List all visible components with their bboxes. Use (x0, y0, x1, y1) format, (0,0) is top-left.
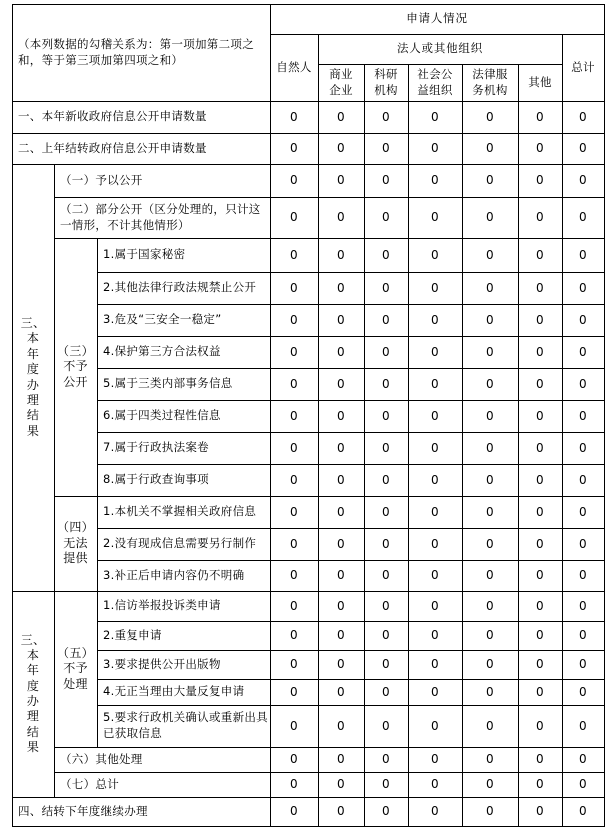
table-cell-value: 0 (431, 777, 439, 792)
row-label: 一、本年新收政府信息公开申请数量 (18, 109, 207, 124)
table-cell-value: 0 (536, 109, 544, 124)
group-3-label: （三） 不予 公开 (57, 343, 94, 389)
table-cell-value: 0 (579, 752, 587, 767)
table-cell-value: 0 (431, 440, 439, 455)
table-cell-value: 0 (382, 173, 390, 188)
table-cell-value: 0 (290, 536, 298, 551)
table-cell-value: 0 (486, 440, 494, 455)
table-cell-value: 0 (290, 568, 298, 583)
table-cell-value: 0 (337, 568, 345, 583)
table-cell-value: 0 (486, 376, 494, 391)
table-cell-value: 0 (486, 472, 494, 487)
table-cell-value: 0 (337, 376, 345, 391)
table-cell-value: 0 (486, 344, 494, 359)
table-cell-value: 0 (486, 504, 494, 519)
row-label: 1.属于国家秘密 (103, 247, 186, 262)
table-cell-value: 0 (337, 109, 345, 124)
column-header-4: 法律服 务机构 (472, 66, 508, 97)
table-cell-value: 0 (290, 408, 298, 423)
table-cell-value: 0 (536, 376, 544, 391)
table-cell-value: 0 (290, 210, 298, 225)
table-cell-value: 0 (337, 718, 345, 733)
table-cell-value: 0 (579, 141, 587, 156)
table-cell-value: 0 (536, 280, 544, 295)
table-cell-value: 0 (382, 247, 390, 262)
table-cell-value: 0 (431, 752, 439, 767)
table-cell-value: 0 (382, 536, 390, 551)
table-cell-value: 0 (431, 312, 439, 327)
group-5-label: （五） 不予 处理 (57, 645, 94, 691)
table-cell-value: 0 (382, 472, 390, 487)
table-cell-value: 0 (290, 628, 298, 643)
table-cell-value: 0 (337, 804, 345, 819)
table-cell-value: 0 (382, 777, 390, 792)
group-4-label: （四） 无法 提供 (57, 520, 94, 566)
table-cell-value: 0 (579, 280, 587, 295)
table-cell-value: 0 (290, 752, 298, 767)
table-cell-value: 0 (337, 777, 345, 792)
table-cell-value: 0 (486, 657, 494, 672)
row-label: （二）部分公开（区分处理的，只计这一情形，不计其他情形） (60, 201, 261, 232)
application-statistics-table (12, 4, 604, 826)
table-cell-value: 0 (431, 344, 439, 359)
table-cell-value: 0 (431, 109, 439, 124)
table-cell-value: 0 (337, 344, 345, 359)
table-cell-value: 0 (382, 280, 390, 295)
table-cell-value: 0 (431, 718, 439, 733)
table-cell-value: 0 (382, 684, 390, 699)
table-cell-value: 0 (579, 504, 587, 519)
row-label: （一）予以公开 (60, 172, 143, 187)
column-header-natural-person: 自然人 (276, 59, 312, 74)
table-cell-value: 0 (337, 440, 345, 455)
table-cell-value: 0 (290, 777, 298, 792)
table-cell-value: 0 (337, 173, 345, 188)
row-label: 8.属于行政查询事项 (103, 472, 209, 487)
table-cell-value: 0 (536, 777, 544, 792)
table-cell-value: 0 (486, 173, 494, 188)
table-cell-value: 0 (486, 408, 494, 423)
table-cell-value: 0 (486, 312, 494, 327)
table-cell-value: 0 (382, 141, 390, 156)
table-cell-value: 0 (486, 210, 494, 225)
table-cell-value: 0 (290, 173, 298, 188)
table-cell-value: 0 (536, 504, 544, 519)
table-cell-value: 0 (290, 657, 298, 672)
row-label: 1.本机关不掌握相关政府信息 (103, 504, 257, 519)
table-cell-value: 0 (486, 752, 494, 767)
table-cell-value: 0 (337, 684, 345, 699)
table-grid-line (604, 4, 605, 827)
table-cell-value: 0 (536, 598, 544, 613)
table-cell-value: 0 (337, 598, 345, 613)
row-label: 2.重复申请 (103, 627, 162, 642)
table-cell-value: 0 (579, 598, 587, 613)
table-cell-value: 0 (431, 376, 439, 391)
table-cell-value: 0 (486, 777, 494, 792)
table-cell-value: 0 (382, 568, 390, 583)
table-cell-value: 0 (290, 109, 298, 124)
table-cell-value: 0 (337, 247, 345, 262)
table-cell-value: 0 (536, 141, 544, 156)
table-cell-value: 0 (486, 280, 494, 295)
table-cell-value: 0 (431, 210, 439, 225)
row-label: 3.危及“三安全一稳定” (103, 312, 222, 327)
table-cell-value: 0 (579, 312, 587, 327)
row-label: 4.无正当理由大量反复申请 (103, 684, 245, 699)
table-cell-value: 0 (579, 109, 587, 124)
table-cell-value: 0 (382, 408, 390, 423)
table-cell-value: 0 (431, 657, 439, 672)
column-header-2: 科研 机构 (374, 66, 398, 97)
table-cell-value: 0 (431, 408, 439, 423)
table-cell-value: 0 (536, 440, 544, 455)
table-cell-value: 0 (579, 472, 587, 487)
table-cell-value: 0 (486, 718, 494, 733)
row-label: 5.要求行政机关确认或重新出具已获取信息 (103, 710, 268, 740)
table-cell-value: 0 (290, 804, 298, 819)
table-note: （本列数据的勾稽关系为：第一项加第二项之和，等于第三项加第四项之和） (18, 36, 254, 67)
row-label: 1.信访举报投诉类申请 (103, 598, 221, 613)
row-label: （七）总计 (60, 776, 119, 791)
section-3-label-lower: 三、 本 年 度 办 理 结 果 (20, 632, 46, 755)
legal-entity-header: 法人或其他组织 (396, 41, 484, 56)
table-cell-value: 0 (579, 568, 587, 583)
table-cell-value: 0 (486, 684, 494, 699)
row-label: 2.没有现成信息需要另行制作 (103, 536, 257, 551)
row-label: 3.要求提供公开出版物 (103, 656, 221, 671)
table-cell-value: 0 (579, 173, 587, 188)
table-cell-value: 0 (536, 628, 544, 643)
table-cell-value: 0 (337, 280, 345, 295)
table-cell-value: 0 (431, 628, 439, 643)
table-cell-value: 0 (382, 376, 390, 391)
table-cell-value: 0 (579, 536, 587, 551)
row-label: 5.属于三类内部事务信息 (103, 376, 233, 391)
table-cell-value: 0 (579, 440, 587, 455)
row-label: 4.保护第三方合法权益 (103, 344, 221, 359)
table-cell-value: 0 (579, 376, 587, 391)
table-cell-value: 0 (431, 472, 439, 487)
table-cell-value: 0 (431, 804, 439, 819)
table-cell-value: 0 (337, 504, 345, 519)
table-cell-value: 0 (382, 718, 390, 733)
table-cell-value: 0 (431, 684, 439, 699)
table-cell-value: 0 (536, 408, 544, 423)
table-cell-value: 0 (337, 628, 345, 643)
table-cell-value: 0 (382, 109, 390, 124)
table-cell-value: 0 (486, 804, 494, 819)
row-label: 四、结转下年度继续办理 (18, 803, 148, 818)
table-cell-value: 0 (382, 752, 390, 767)
table-cell-value: 0 (431, 141, 439, 156)
table-cell-value: 0 (579, 684, 587, 699)
table-cell-value: 0 (382, 344, 390, 359)
table-cell-value: 0 (536, 173, 544, 188)
table-cell-value: 0 (536, 657, 544, 672)
table-cell-value: 0 (431, 504, 439, 519)
table-cell-value: 0 (486, 598, 494, 613)
table-cell-value: 0 (290, 684, 298, 699)
table-cell-value: 0 (337, 312, 345, 327)
row-label: （六）其他处理 (60, 751, 143, 766)
table-grid-line (12, 826, 605, 827)
table-cell-value: 0 (382, 312, 390, 327)
table-cell-value: 0 (579, 718, 587, 733)
table-cell-value: 0 (337, 472, 345, 487)
table-cell-value: 0 (486, 536, 494, 551)
column-header-1: 商业 企业 (329, 66, 353, 97)
table-cell-value: 0 (290, 376, 298, 391)
table-cell-value: 0 (431, 568, 439, 583)
table-cell-value: 0 (536, 568, 544, 583)
table-cell-value: 0 (382, 657, 390, 672)
table-cell-value: 0 (536, 536, 544, 551)
table-cell-value: 0 (337, 657, 345, 672)
table-cell-value: 0 (536, 210, 544, 225)
table-cell-value: 0 (382, 804, 390, 819)
table-cell-value: 0 (290, 141, 298, 156)
table-cell-value: 0 (382, 598, 390, 613)
table-cell-value: 0 (486, 628, 494, 643)
row-label: 7.属于行政执法案卷 (103, 440, 209, 455)
table-cell-value: 0 (337, 752, 345, 767)
table-cell-value: 0 (431, 247, 439, 262)
table-cell-value: 0 (290, 344, 298, 359)
row-label: 二、上年结转政府信息公开申请数量 (18, 140, 207, 155)
table-cell-value: 0 (486, 568, 494, 583)
row-label: 2.其他法律行政法规禁止公开 (103, 280, 257, 295)
table-cell-value: 0 (536, 344, 544, 359)
table-cell-value: 0 (431, 280, 439, 295)
table-cell-value: 0 (382, 440, 390, 455)
table-cell-value: 0 (290, 718, 298, 733)
table-cell-value: 0 (431, 536, 439, 551)
table-cell-value: 0 (431, 173, 439, 188)
table-cell-value: 0 (486, 141, 494, 156)
column-header-total: 总计 (571, 59, 595, 74)
table-cell-value: 0 (579, 247, 587, 262)
table-cell-value: 0 (536, 752, 544, 767)
table-cell-value: 0 (536, 684, 544, 699)
table-cell-value: 0 (290, 312, 298, 327)
table-cell-value: 0 (382, 210, 390, 225)
table-cell-value: 0 (579, 777, 587, 792)
table-cell-value: 0 (579, 657, 587, 672)
table-cell-value: 0 (337, 408, 345, 423)
table-cell-value: 0 (382, 504, 390, 519)
column-header-5: 其他 (528, 74, 552, 89)
table-cell-value: 0 (579, 804, 587, 819)
table-cell-value: 0 (337, 141, 345, 156)
table-cell-value: 0 (536, 804, 544, 819)
table-cell-value: 0 (486, 247, 494, 262)
table-cell-value: 0 (290, 472, 298, 487)
table-cell-value: 0 (579, 210, 587, 225)
table-cell-value: 0 (536, 247, 544, 262)
table-cell-value: 0 (290, 598, 298, 613)
table-cell-value: 0 (290, 504, 298, 519)
row-label: 3.补正后申请内容仍不明确 (103, 567, 245, 582)
table-cell-value: 0 (382, 628, 390, 643)
row-label: 6.属于四类过程性信息 (103, 408, 221, 423)
table-cell-value: 0 (290, 440, 298, 455)
table-cell-value: 0 (536, 312, 544, 327)
table-cell-value: 0 (290, 247, 298, 262)
table-cell-value: 0 (579, 628, 587, 643)
table-cell-value: 0 (579, 408, 587, 423)
applicant-group-header: 申请人情况 (406, 11, 468, 26)
table-cell-value: 0 (337, 536, 345, 551)
column-header-3: 社会公 益组织 (417, 66, 453, 97)
table-cell-value: 0 (486, 109, 494, 124)
table-cell-value: 0 (290, 280, 298, 295)
table-cell-value: 0 (536, 718, 544, 733)
table-cell-value: 0 (536, 472, 544, 487)
table-cell-value: 0 (431, 598, 439, 613)
section-3-label-upper: 三、 本 年 度 办 理 结 果 (20, 316, 46, 438)
table-cell-value: 0 (579, 344, 587, 359)
table-cell-value: 0 (337, 210, 345, 225)
